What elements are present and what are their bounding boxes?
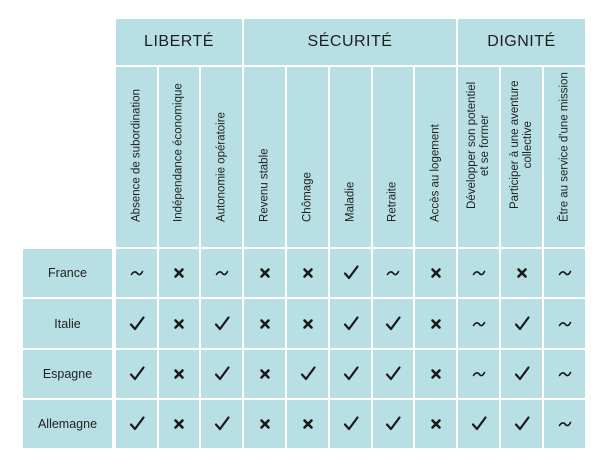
cross-icon — [170, 415, 188, 433]
table-cell — [501, 249, 542, 297]
table-cell — [244, 350, 285, 398]
table-cell — [373, 299, 413, 348]
column-header — [501, 67, 542, 247]
table-cell — [458, 299, 499, 348]
table-cell — [201, 299, 242, 348]
check-icon — [128, 315, 146, 333]
table-cell — [330, 400, 371, 448]
cross-icon — [170, 315, 188, 333]
check-icon — [342, 365, 360, 383]
table-cell — [330, 249, 371, 297]
row-header: Espagne — [23, 350, 112, 398]
check-icon — [213, 315, 231, 333]
check-icon — [213, 365, 231, 383]
table-cell — [116, 249, 157, 297]
table-cell — [458, 350, 499, 398]
table-cell — [116, 350, 157, 398]
check-icon — [513, 415, 531, 433]
check-icon — [128, 365, 146, 383]
check-icon — [342, 264, 360, 282]
table-cell — [415, 249, 456, 297]
group-header: DIGNITÉ — [458, 19, 585, 65]
check-icon — [342, 315, 360, 333]
column-header — [330, 67, 371, 247]
column-header-label: Être au service d'une mission — [558, 72, 570, 222]
table-cell — [116, 299, 157, 348]
tilde-icon — [556, 365, 574, 383]
column-header — [544, 67, 585, 247]
cross-icon — [427, 264, 445, 282]
table-cell — [201, 400, 242, 448]
table-cell — [501, 299, 542, 348]
group-header: SÉCURITÉ — [244, 19, 456, 65]
table-cell — [244, 299, 285, 348]
table-cell — [287, 350, 328, 398]
table-cell — [159, 249, 199, 297]
column-header-label: Autonomie opératoire — [215, 112, 227, 222]
table-cell — [415, 400, 456, 448]
column-header — [201, 67, 242, 247]
column-header-label: Indépendance économique — [172, 83, 185, 222]
table-cell — [373, 400, 413, 448]
tilde-icon — [213, 264, 231, 282]
column-header-label: Maladie — [344, 181, 356, 222]
column-header — [116, 67, 157, 247]
check-icon — [470, 415, 488, 433]
table-cell — [159, 350, 199, 398]
table-cell — [415, 350, 456, 398]
table-cell — [244, 400, 285, 448]
check-icon — [213, 415, 231, 433]
check-icon — [384, 415, 402, 433]
cross-icon — [299, 264, 317, 282]
column-header — [287, 67, 328, 247]
tilde-icon — [384, 264, 402, 282]
column-header — [159, 67, 199, 247]
tilde-icon — [470, 315, 488, 333]
column-header-label: Participer à une aventure collective — [508, 80, 534, 209]
cross-icon — [256, 415, 274, 433]
row-header: Allemagne — [23, 400, 112, 448]
cross-icon — [299, 315, 317, 333]
table-cell — [415, 299, 456, 348]
column-header-label: Revenu stable — [258, 148, 270, 222]
check-icon — [128, 415, 146, 433]
column-header — [373, 67, 413, 247]
check-icon — [342, 415, 360, 433]
table-cell — [159, 400, 199, 448]
tilde-icon — [128, 264, 146, 282]
check-icon — [384, 365, 402, 383]
tilde-icon — [556, 415, 574, 433]
tilde-icon — [556, 315, 574, 333]
table-cell — [373, 249, 413, 297]
row-header: Italie — [23, 299, 112, 348]
cross-icon — [256, 315, 274, 333]
table-cell — [159, 299, 199, 348]
table-cell — [544, 350, 585, 398]
cross-icon — [427, 315, 445, 333]
check-icon — [299, 365, 317, 383]
tilde-icon — [470, 264, 488, 282]
table-cell — [458, 400, 499, 448]
tilde-icon — [470, 365, 488, 383]
table-cell — [458, 249, 499, 297]
table-cell — [287, 400, 328, 448]
column-header-label: Absence de subordination — [130, 89, 142, 222]
table-cell — [373, 350, 413, 398]
table-cell — [501, 350, 542, 398]
table-cell — [201, 350, 242, 398]
group-header: LIBERTÉ — [116, 19, 242, 65]
table-cell — [501, 400, 542, 448]
column-header-label: Chômage — [301, 172, 313, 222]
column-header — [244, 67, 285, 247]
column-header-label: Développer son potentiel et se former — [465, 81, 491, 209]
tilde-icon — [556, 264, 574, 282]
cross-icon — [256, 264, 274, 282]
table-cell — [544, 299, 585, 348]
column-header-label: Retraite — [386, 181, 399, 222]
table-cell — [287, 249, 328, 297]
table-cell — [287, 299, 328, 348]
table-cell — [330, 299, 371, 348]
cross-icon — [427, 415, 445, 433]
check-icon — [513, 315, 531, 333]
column-header — [458, 67, 499, 247]
cross-icon — [427, 365, 445, 383]
table-cell — [544, 249, 585, 297]
column-header-label: Accès au logement — [429, 124, 441, 222]
check-icon — [513, 365, 531, 383]
cross-icon — [170, 264, 188, 282]
cross-icon — [256, 365, 274, 383]
column-header — [415, 67, 456, 247]
table-cell — [116, 400, 157, 448]
cross-icon — [170, 365, 188, 383]
cross-icon — [513, 264, 531, 282]
table-cell — [201, 249, 242, 297]
table-cell — [330, 350, 371, 398]
check-icon — [384, 315, 402, 333]
row-header: France — [23, 249, 112, 297]
table-cell — [244, 249, 285, 297]
table-cell — [544, 400, 585, 448]
cross-icon — [299, 415, 317, 433]
